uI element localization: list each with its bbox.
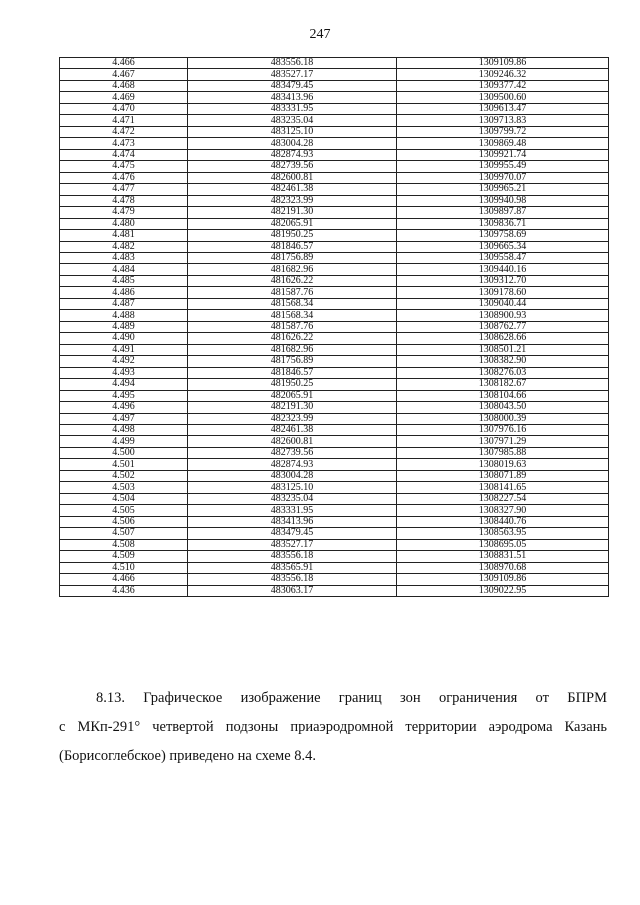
point-number-cell: 4.487: [60, 298, 188, 309]
y-coordinate-cell: 1307971.29: [397, 436, 609, 447]
point-number-cell: 4.486: [60, 287, 188, 298]
point-number-cell: 4.505: [60, 505, 188, 516]
x-coordinate-cell: 481846.57: [188, 367, 397, 378]
x-coordinate-cell: 482191.30: [188, 402, 397, 413]
point-number-cell: 4.493: [60, 367, 188, 378]
point-number-cell: 4.498: [60, 425, 188, 436]
x-coordinate-cell: 482874.93: [188, 149, 397, 160]
point-number-cell: 4.475: [60, 161, 188, 172]
y-coordinate-cell: 1309312.70: [397, 275, 609, 286]
paragraph-line-1: 8.13. Графическое изображение границ зон ограничения от БПРМ: [96, 690, 607, 706]
table-row: [60, 447, 609, 458]
table-row: [60, 574, 609, 585]
x-coordinate-cell: 482191.30: [188, 207, 397, 218]
x-coordinate-cell: 483556.18: [188, 58, 397, 69]
table-row: [60, 505, 609, 516]
table-row: [60, 264, 609, 275]
point-number-cell: 4.507: [60, 528, 188, 539]
y-coordinate-cell: 1309109.86: [397, 574, 609, 585]
x-coordinate-cell: 483235.04: [188, 115, 397, 126]
table-row: [60, 310, 609, 321]
x-coordinate-cell: 481587.76: [188, 321, 397, 332]
table-row: [60, 436, 609, 447]
y-coordinate-cell: 1309178.60: [397, 287, 609, 298]
table-row: [60, 252, 609, 263]
paragraph-line-2: с МКп-291° четвертой подзоны приаэродромной территории аэродрома Казань: [59, 719, 607, 735]
x-coordinate-cell: 482065.91: [188, 218, 397, 229]
point-number-cell: 4.497: [60, 413, 188, 424]
y-coordinate-cell: 1308970.68: [397, 562, 609, 573]
y-coordinate-cell: 1309921.74: [397, 149, 609, 160]
point-number-cell: 4.503: [60, 482, 188, 493]
table-row: [60, 69, 609, 80]
point-number-cell: 4.472: [60, 126, 188, 137]
table-row: [60, 482, 609, 493]
point-number-cell: 4.494: [60, 379, 188, 390]
x-coordinate-cell: 482600.81: [188, 172, 397, 183]
table-row: [60, 149, 609, 160]
point-number-cell: 4.506: [60, 516, 188, 527]
point-number-cell: 4.479: [60, 207, 188, 218]
y-coordinate-cell: 1308501.21: [397, 344, 609, 355]
table-row: [60, 562, 609, 573]
y-coordinate-cell: 1307976.16: [397, 425, 609, 436]
section-paragraph: [59, 684, 607, 771]
y-coordinate-cell: 1308104.66: [397, 390, 609, 401]
point-number-cell: 4.492: [60, 356, 188, 367]
x-coordinate-cell: 482065.91: [188, 390, 397, 401]
point-number-cell: 4.496: [60, 402, 188, 413]
y-coordinate-cell: 1308227.54: [397, 493, 609, 504]
table-row: [60, 184, 609, 195]
page-number: 247: [309, 27, 331, 42]
table-row: [60, 126, 609, 137]
table-row: [60, 539, 609, 550]
x-coordinate-cell: 481626.22: [188, 275, 397, 286]
point-number-cell: 4.509: [60, 551, 188, 562]
y-coordinate-cell: 1309377.42: [397, 80, 609, 91]
y-coordinate-cell: 1308182.67: [397, 379, 609, 390]
y-coordinate-cell: 1309799.72: [397, 126, 609, 137]
x-coordinate-cell: 481682.96: [188, 264, 397, 275]
x-coordinate-cell: 481626.22: [188, 333, 397, 344]
table-row: [60, 207, 609, 218]
x-coordinate-cell: 481950.25: [188, 379, 397, 390]
x-coordinate-cell: 482739.56: [188, 161, 397, 172]
x-coordinate-cell: 483413.96: [188, 92, 397, 103]
point-number-cell: 4.495: [60, 390, 188, 401]
x-coordinate-cell: 481756.89: [188, 356, 397, 367]
x-coordinate-cell: 481568.34: [188, 310, 397, 321]
paragraph-line-3: (Борисоглебское) приведено на схеме 8.4.: [59, 748, 317, 764]
point-number-cell: 4.466: [60, 58, 188, 69]
coordinates-table: [59, 57, 609, 597]
point-number-cell: 4.508: [60, 539, 188, 550]
y-coordinate-cell: 1309897.87: [397, 207, 609, 218]
y-coordinate-cell: 1309758.69: [397, 230, 609, 241]
table-row: [60, 413, 609, 424]
y-coordinate-cell: 1309970.07: [397, 172, 609, 183]
point-number-cell: 4.484: [60, 264, 188, 275]
y-coordinate-cell: 1308440.76: [397, 516, 609, 527]
point-number-cell: 4.491: [60, 344, 188, 355]
x-coordinate-cell: 483527.17: [188, 539, 397, 550]
table-row: [60, 161, 609, 172]
y-coordinate-cell: 1308141.65: [397, 482, 609, 493]
x-coordinate-cell: 483004.28: [188, 470, 397, 481]
x-coordinate-cell: 481587.76: [188, 287, 397, 298]
point-number-cell: 4.490: [60, 333, 188, 344]
point-number-cell: 4.489: [60, 321, 188, 332]
y-coordinate-cell: 1309965.21: [397, 184, 609, 195]
table-row: [60, 92, 609, 103]
table-row: [60, 493, 609, 504]
point-number-cell: 4.436: [60, 585, 188, 596]
table-row: [60, 115, 609, 126]
point-number-cell: 4.501: [60, 459, 188, 470]
x-coordinate-cell: 483004.28: [188, 138, 397, 149]
x-coordinate-cell: 483235.04: [188, 493, 397, 504]
table-row: [60, 195, 609, 206]
y-coordinate-cell: 1309246.32: [397, 69, 609, 80]
y-coordinate-cell: 1309558.47: [397, 252, 609, 263]
point-number-cell: 4.499: [60, 436, 188, 447]
y-coordinate-cell: 1308071.89: [397, 470, 609, 481]
point-number-cell: 4.488: [60, 310, 188, 321]
y-coordinate-cell: 1308900.93: [397, 310, 609, 321]
y-coordinate-cell: 1307985.88: [397, 447, 609, 458]
point-number-cell: 4.510: [60, 562, 188, 573]
point-number-cell: 4.480: [60, 218, 188, 229]
x-coordinate-cell: 483556.18: [188, 551, 397, 562]
table-row: [60, 516, 609, 527]
point-number-cell: 4.502: [60, 470, 188, 481]
x-coordinate-cell: 483063.17: [188, 585, 397, 596]
table-row: [60, 551, 609, 562]
y-coordinate-cell: 1309940.98: [397, 195, 609, 206]
point-number-cell: 4.481: [60, 230, 188, 241]
y-coordinate-cell: 1309109.86: [397, 58, 609, 69]
point-number-cell: 4.471: [60, 115, 188, 126]
point-number-cell: 4.478: [60, 195, 188, 206]
table-row: [60, 367, 609, 378]
y-coordinate-cell: 1309440.16: [397, 264, 609, 275]
table-body: [60, 58, 609, 597]
x-coordinate-cell: 483479.45: [188, 528, 397, 539]
table-row: [60, 58, 609, 69]
table-row: [60, 298, 609, 309]
x-coordinate-cell: 483125.10: [188, 126, 397, 137]
table-row: [60, 103, 609, 114]
y-coordinate-cell: 1309040.44: [397, 298, 609, 309]
x-coordinate-cell: 481568.34: [188, 298, 397, 309]
x-coordinate-cell: 483556.18: [188, 574, 397, 585]
x-coordinate-cell: 482461.38: [188, 425, 397, 436]
table-row: [60, 379, 609, 390]
x-coordinate-cell: 481846.57: [188, 241, 397, 252]
table-row: [60, 344, 609, 355]
x-coordinate-cell: 483125.10: [188, 482, 397, 493]
x-coordinate-cell: 482739.56: [188, 447, 397, 458]
x-coordinate-cell: 483565.91: [188, 562, 397, 573]
y-coordinate-cell: 1308019.63: [397, 459, 609, 470]
point-number-cell: 4.485: [60, 275, 188, 286]
table-row: [60, 275, 609, 286]
x-coordinate-cell: 483331.95: [188, 103, 397, 114]
y-coordinate-cell: 1308831.51: [397, 551, 609, 562]
x-coordinate-cell: 482600.81: [188, 436, 397, 447]
table-row: [60, 585, 609, 596]
table-row: [60, 470, 609, 481]
y-coordinate-cell: 1308382.90: [397, 356, 609, 367]
point-number-cell: 4.467: [60, 69, 188, 80]
table-row: [60, 528, 609, 539]
table-row: [60, 459, 609, 470]
table-row: [60, 390, 609, 401]
table-row: [60, 425, 609, 436]
point-number-cell: 4.500: [60, 447, 188, 458]
y-coordinate-cell: 1309836.71: [397, 218, 609, 229]
table-row: [60, 402, 609, 413]
y-coordinate-cell: 1309613.47: [397, 103, 609, 114]
x-coordinate-cell: 481682.96: [188, 344, 397, 355]
table-row: [60, 138, 609, 149]
y-coordinate-cell: 1309869.48: [397, 138, 609, 149]
x-coordinate-cell: 483413.96: [188, 516, 397, 527]
y-coordinate-cell: 1308628.66: [397, 333, 609, 344]
x-coordinate-cell: 483527.17: [188, 69, 397, 80]
y-coordinate-cell: 1308695.05: [397, 539, 609, 550]
point-number-cell: 4.474: [60, 149, 188, 160]
y-coordinate-cell: 1308563.95: [397, 528, 609, 539]
x-coordinate-cell: 481756.89: [188, 252, 397, 263]
table-row: [60, 80, 609, 91]
x-coordinate-cell: 481950.25: [188, 230, 397, 241]
point-number-cell: 4.504: [60, 493, 188, 504]
table-row: [60, 172, 609, 183]
table-row: [60, 333, 609, 344]
y-coordinate-cell: 1308043.50: [397, 402, 609, 413]
y-coordinate-cell: 1309713.83: [397, 115, 609, 126]
x-coordinate-cell: 482461.38: [188, 184, 397, 195]
point-number-cell: 4.466: [60, 574, 188, 585]
point-number-cell: 4.468: [60, 80, 188, 91]
point-number-cell: 4.477: [60, 184, 188, 195]
point-number-cell: 4.483: [60, 252, 188, 263]
y-coordinate-cell: 1308000.39: [397, 413, 609, 424]
point-number-cell: 4.470: [60, 103, 188, 114]
point-number-cell: 4.469: [60, 92, 188, 103]
table-row: [60, 241, 609, 252]
table-row: [60, 356, 609, 367]
table-row: [60, 287, 609, 298]
y-coordinate-cell: 1308762.77: [397, 321, 609, 332]
table-row: [60, 321, 609, 332]
x-coordinate-cell: 483479.45: [188, 80, 397, 91]
table-row: [60, 230, 609, 241]
y-coordinate-cell: 1309500.60: [397, 92, 609, 103]
point-number-cell: 4.476: [60, 172, 188, 183]
x-coordinate-cell: 483331.95: [188, 505, 397, 516]
x-coordinate-cell: 482874.93: [188, 459, 397, 470]
y-coordinate-cell: 1309022.95: [397, 585, 609, 596]
point-number-cell: 4.482: [60, 241, 188, 252]
y-coordinate-cell: 1308327.90: [397, 505, 609, 516]
x-coordinate-cell: 482323.99: [188, 413, 397, 424]
y-coordinate-cell: 1309955.49: [397, 161, 609, 172]
point-number-cell: 4.473: [60, 138, 188, 149]
y-coordinate-cell: 1308276.03: [397, 367, 609, 378]
table-row: [60, 218, 609, 229]
y-coordinate-cell: 1309665.34: [397, 241, 609, 252]
x-coordinate-cell: 482323.99: [188, 195, 397, 206]
